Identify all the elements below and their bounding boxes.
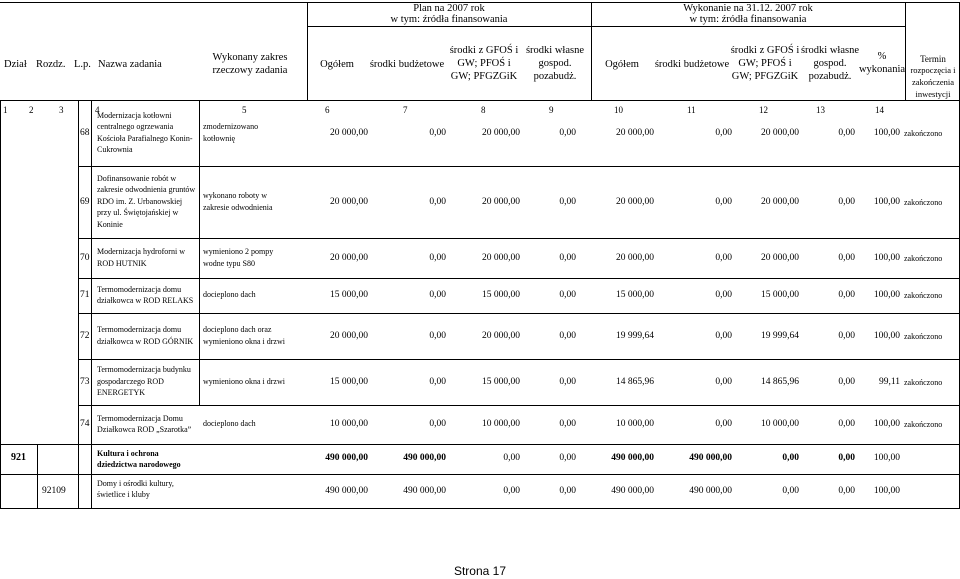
row-lp: 69 xyxy=(80,196,90,207)
row-lp: 71 xyxy=(80,290,90,300)
row-value: 0,00 xyxy=(559,196,576,207)
row-scope-line: wodne typu S80 xyxy=(203,258,255,268)
row-value: 0,00 xyxy=(838,376,855,387)
section-921-code: 921 xyxy=(11,452,26,463)
row-value: 20 000,00 xyxy=(330,252,368,263)
col-exec-wlasne-3: pozabudż. xyxy=(808,71,852,82)
row-value: 0,00 xyxy=(715,127,732,138)
col-number-6: 6 xyxy=(325,105,330,115)
section-921-val-1: 490 000,00 xyxy=(325,453,368,463)
col-number-4: 4 xyxy=(95,105,100,115)
exec-subtitle: w tym: źródła finansowania xyxy=(689,14,807,25)
row-lp: 68 xyxy=(80,127,90,138)
row-name-line: gospodarczego ROD xyxy=(97,376,164,386)
exec-title: Wykonanie na 31.12. 2007 rok xyxy=(683,3,813,14)
section-92109-val-8: 0,00 xyxy=(838,486,855,496)
col-exec-gfos-1: środki z GFOŚ i xyxy=(730,45,800,56)
row-value: 15 000,00 xyxy=(616,290,654,300)
col-exec-wlasne-2: gospod. xyxy=(813,58,847,69)
row-value: 10 000,00 xyxy=(482,419,520,429)
row-term: zakończono xyxy=(904,197,943,207)
row-value: 14 865,96 xyxy=(616,376,654,387)
row-scope-line: docieplono dach oraz xyxy=(203,325,272,335)
row-term: zakończono xyxy=(904,253,943,263)
section-92109-val-2: 490 000,00 xyxy=(403,486,446,496)
row-value: 20 000,00 xyxy=(482,127,520,138)
section-92109-val-1: 490 000,00 xyxy=(325,486,368,496)
section-92109-name-2: świetlice i kluby xyxy=(97,490,150,499)
col-number-13: 13 xyxy=(816,105,825,115)
row-value: 0,00 xyxy=(429,196,446,207)
row-term: zakończono xyxy=(904,291,943,300)
row-value: 0,00 xyxy=(715,419,732,429)
row-value: 0,00 xyxy=(715,252,732,263)
row-value: 0,00 xyxy=(559,376,576,387)
row-scope-line: wymieniono okna i drzwi xyxy=(203,336,285,346)
row-name-line: Koninie xyxy=(97,219,123,229)
section-921-val-6: 490 000,00 xyxy=(689,453,732,463)
row-name-line: Termomodernizacja domu xyxy=(97,284,182,294)
row-value: 20 000,00 xyxy=(330,330,368,341)
row-value: 10 000,00 xyxy=(330,419,368,429)
col-nazwa: Nazwa zadania xyxy=(98,59,162,70)
section-92109-val-7: 0,00 xyxy=(782,486,799,496)
row-value: 0,00 xyxy=(559,252,576,263)
col-zakres-1: Wykonany zakres xyxy=(212,52,288,63)
row-name-line: Termomodernizacja Domu xyxy=(97,413,183,423)
row-value: 0,00 xyxy=(838,127,855,138)
row-value: 0,00 xyxy=(715,376,732,387)
col-rozdz: Rozdz. xyxy=(36,59,66,70)
col-number-3: 3 xyxy=(59,105,64,115)
col-plan-gfos-1: środki z GFOŚ i xyxy=(449,45,519,56)
row-value: 0,00 xyxy=(429,330,446,341)
col-number-11: 11 xyxy=(687,105,696,115)
section-921-val-2: 490 000,00 xyxy=(403,453,446,463)
row-value: 0,00 xyxy=(715,196,732,207)
row-name-line: RDO im. Z. Urbanowskiej xyxy=(97,196,183,206)
row-value: 0,00 xyxy=(429,127,446,138)
plan-subtitle: w tym: źródła finansowania xyxy=(390,14,508,25)
col-exec-gfos-3: GW; PFGZGiK xyxy=(731,71,799,82)
row-term: zakończono xyxy=(904,377,943,387)
row-lp: 70 xyxy=(80,252,90,263)
row-value: 20 000,00 xyxy=(761,127,799,138)
row-lp: 73 xyxy=(80,376,90,387)
col-number-7: 7 xyxy=(403,105,408,115)
col-number-9: 9 xyxy=(549,105,554,115)
row-value: 10 000,00 xyxy=(616,419,654,429)
row-value: 0,00 xyxy=(838,290,855,300)
row-name-line: Termomodernizacja domu xyxy=(97,325,182,335)
section-92109-val-9: 100,00 xyxy=(873,486,900,496)
row-value: 15 000,00 xyxy=(482,290,520,300)
col-number-1: 1 xyxy=(3,105,8,115)
row-value: 20 000,00 xyxy=(616,252,654,263)
page-number: Strona 17 xyxy=(453,564,507,578)
col-dzial: Dział xyxy=(4,59,27,70)
row-value: 100,00 xyxy=(873,419,900,429)
section-92109-code: 92109 xyxy=(42,486,66,496)
row-value: 15 000,00 xyxy=(330,376,368,387)
col-exec-wlasne-1: środki własne xyxy=(800,45,860,56)
row-value: 15 000,00 xyxy=(482,376,520,387)
col-termin-4: inwestycji xyxy=(915,89,951,99)
row-scope-line: docieplono dach xyxy=(203,290,256,300)
row-scope-line: kotłownię xyxy=(203,133,235,143)
col-exec-gfos-2: GW; PFOŚ i xyxy=(738,58,792,69)
section-921-val-8: 0,00 xyxy=(838,453,855,463)
row-scope-line: wymieniono 2 pompy xyxy=(203,247,274,257)
plan-title: Plan na 2007 rok xyxy=(413,3,485,14)
row-scope-line: zakresie odwodnienia xyxy=(203,202,273,212)
row-value: 20 000,00 xyxy=(330,196,368,207)
col-plan-wlasne-1: środki własne xyxy=(525,45,585,56)
row-value: 0,00 xyxy=(559,127,576,138)
row-name-line: Termomodernizacja budynku xyxy=(97,365,191,375)
row-value: 20 000,00 xyxy=(482,196,520,207)
col-number-10: 10 xyxy=(614,105,623,115)
col-termin-2: rozpoczęcia i xyxy=(910,65,956,75)
row-value: 0,00 xyxy=(715,330,732,341)
row-value: 20 000,00 xyxy=(482,330,520,341)
row-value: 0,00 xyxy=(715,290,732,300)
row-term: zakończono xyxy=(904,331,943,341)
row-value: 19 999,64 xyxy=(616,330,654,341)
row-value: 20 000,00 xyxy=(761,196,799,207)
section-92109-val-3: 0,00 xyxy=(503,486,520,496)
col-proc-2: wykonania xyxy=(858,64,906,75)
row-name-line: działkowca w ROD RELAKS xyxy=(97,296,194,305)
col-plan-gfos-3: GW; PFGZGiK xyxy=(450,71,518,82)
section-92109-val-4: 0,00 xyxy=(559,486,576,496)
col-plan-wlasne-2: gospod. xyxy=(538,58,572,69)
row-value: 20 000,00 xyxy=(330,127,368,138)
row-value: 0,00 xyxy=(429,290,446,300)
row-value: 100,00 xyxy=(873,196,900,207)
row-lp: 74 xyxy=(80,419,90,429)
row-scope-line: wymieniono okna i drzwi xyxy=(203,376,285,386)
col-number-5: 5 xyxy=(242,105,247,115)
row-name-line: Dofinansowanie robót w xyxy=(97,174,177,183)
row-term: zakończono xyxy=(904,420,943,429)
row-value: 100,00 xyxy=(873,252,900,263)
col-exec-ogolem: Ogółem xyxy=(605,59,639,70)
row-name-line: zakresie odwodnienia gruntów xyxy=(97,185,196,195)
row-value: 0,00 xyxy=(559,419,576,429)
row-name-line: ROD HUTNIK xyxy=(97,258,147,268)
row-value: 99,11 xyxy=(878,376,900,387)
section-921-val-3: 0,00 xyxy=(503,453,520,463)
row-name-line: działkowca w ROD GÓRNIK xyxy=(97,336,194,346)
row-name-line: przy ul. Świętojańskiej w xyxy=(97,208,179,218)
section-921-name-1: Kultura i ochrona xyxy=(97,449,159,458)
col-plan-gfos-2: GW; PFOŚ i xyxy=(457,58,511,69)
section-92109-val-6: 490 000,00 xyxy=(689,486,732,496)
row-value: 100,00 xyxy=(873,330,900,341)
row-value: 0,00 xyxy=(559,290,576,300)
row-name-line: Modernizacja kotłowni xyxy=(97,110,172,120)
col-plan-ogolem: Ogółem xyxy=(320,59,354,70)
col-plan-budzet: środki budżetowe xyxy=(369,59,445,70)
row-value: 0,00 xyxy=(838,252,855,263)
row-name-line: Kościoła Parafialnego Konin- xyxy=(97,133,193,143)
row-name-line: ENERGETYK xyxy=(97,388,145,398)
col-lp: L.p. xyxy=(74,59,91,70)
row-name-line: centralnego ogrzewania xyxy=(97,122,174,132)
row-value: 0,00 xyxy=(429,419,446,429)
col-termin-3: zakończenia xyxy=(912,77,954,87)
col-number-8: 8 xyxy=(481,105,486,115)
row-value: 14 865,96 xyxy=(761,376,799,387)
section-921-val-9: 100,00 xyxy=(873,453,900,463)
row-value: 0,00 xyxy=(559,330,576,341)
row-value: 15 000,00 xyxy=(330,290,368,300)
row-scope-line: zmodernizowano xyxy=(203,122,259,132)
section-92109-val-5: 490 000,00 xyxy=(611,486,654,496)
col-zakres-2: rzeczowy zadania xyxy=(212,65,288,76)
row-value: 0,00 xyxy=(838,330,855,341)
row-scope-line: wykonano roboty w xyxy=(203,191,267,201)
row-value: 0,00 xyxy=(429,252,446,263)
col-number-2: 2 xyxy=(29,105,34,115)
col-plan-wlasne-3: pozabudż. xyxy=(533,71,577,82)
row-name-line: Cukrownia xyxy=(97,144,133,154)
row-value: 10 000,00 xyxy=(761,419,799,429)
col-number-14: 14 xyxy=(875,105,884,115)
row-value: 20 000,00 xyxy=(761,252,799,263)
col-proc-1: % xyxy=(877,51,887,62)
row-scope-line: docieplono dach xyxy=(203,419,256,429)
row-lp: 72 xyxy=(80,330,90,341)
section-921-val-4: 0,00 xyxy=(559,453,576,463)
row-value: 19 999,64 xyxy=(761,330,799,341)
row-value: 0,00 xyxy=(838,196,855,207)
row-value: 0,00 xyxy=(838,419,855,429)
row-value: 100,00 xyxy=(873,127,900,138)
section-921-name-2: dziedzictwa narodowego xyxy=(97,460,181,469)
section-921-val-5: 490 000,00 xyxy=(611,453,654,463)
row-value: 20 000,00 xyxy=(616,196,654,207)
row-value: 0,00 xyxy=(429,376,446,387)
row-name-line: Działkowca ROD „Szarotka” xyxy=(97,425,192,434)
row-value: 20 000,00 xyxy=(482,252,520,263)
row-value: 100,00 xyxy=(873,290,900,300)
row-value: 20 000,00 xyxy=(616,127,654,138)
col-number-12: 12 xyxy=(759,105,768,115)
col-exec-budzet: środki budżetowe xyxy=(654,59,730,70)
row-term: zakończono xyxy=(904,128,943,138)
section-921-val-7: 0,00 xyxy=(782,453,799,463)
row-name-line: Modernizacja hydroforni w xyxy=(97,247,185,257)
section-92109-name-1: Domy i ośrodki kultury, xyxy=(97,479,174,488)
col-termin-1: Termin xyxy=(920,54,946,64)
row-value: 15 000,00 xyxy=(761,290,799,300)
